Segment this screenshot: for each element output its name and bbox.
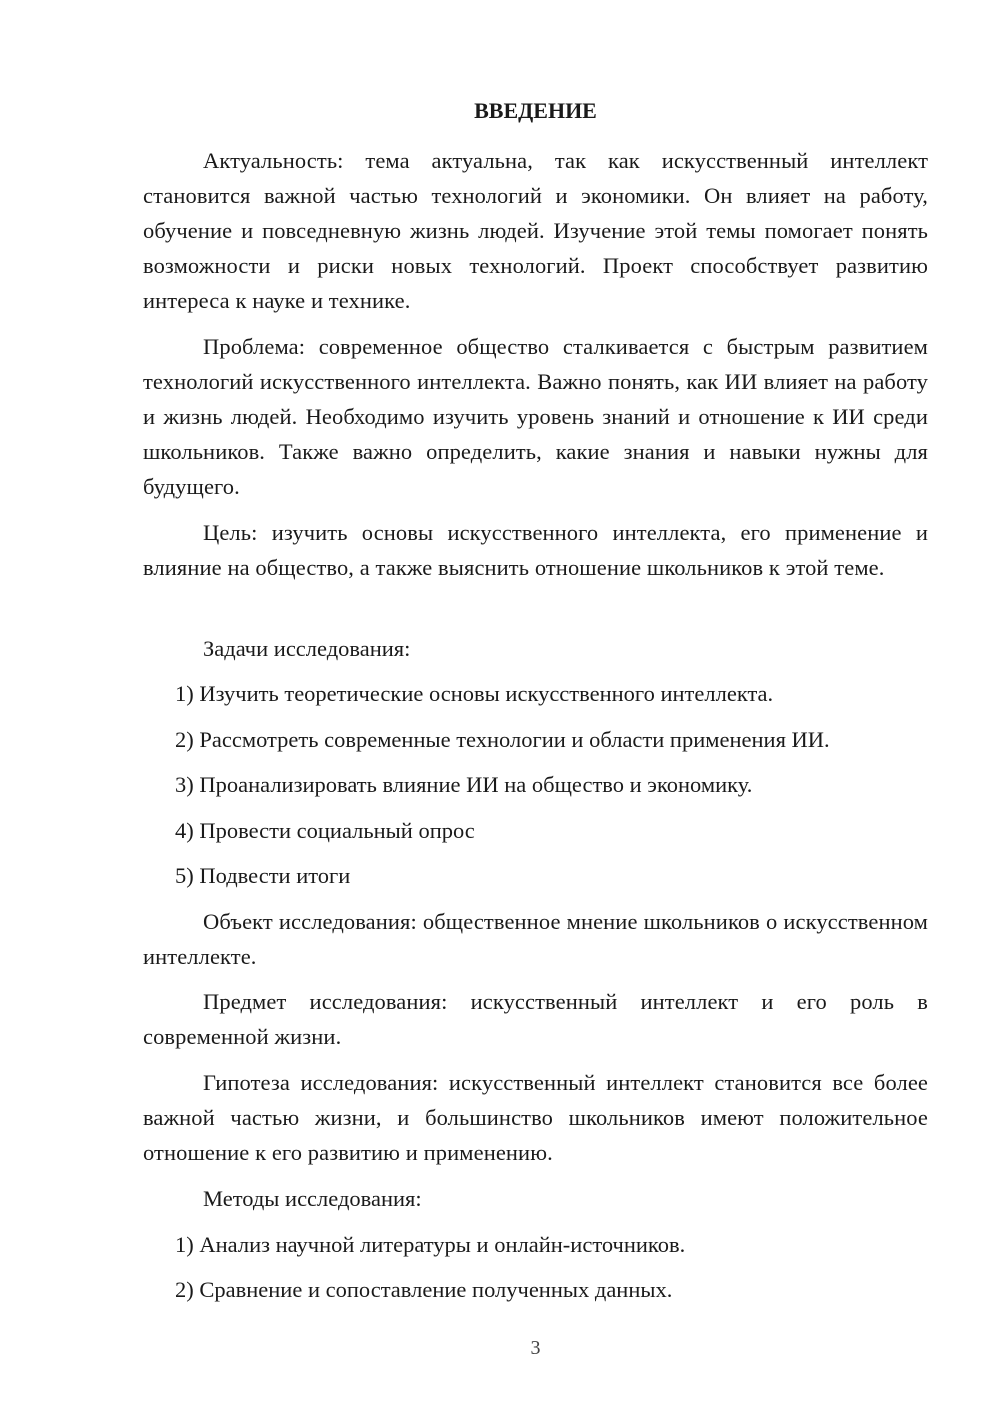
relevance-paragraph: Актуальность: тема актуальна, так как искусственный интеллект становится важной частью технологий и экономики. Он влияет на работу, обучение и повседневную жизнь людей. Изучение этой темы помогает понять возможности и риски новых технологий. Проект способствует развитию интереса к науке и технике. [143, 148, 928, 313]
document-page [143, 0, 928, 1414]
task-item-4: 4) Провести социальный опрос [175, 818, 475, 843]
subject-paragraph: Предмет исследования: искусственный интеллект и его роль в современной жизни. [143, 989, 928, 1049]
methods-heading: Методы исследования: [203, 1186, 422, 1211]
object-paragraph: Объект исследования: общественное мнение школьников о искусственном интеллекте. [143, 909, 928, 969]
problem-paragraph: Проблема: современное общество сталкивается с быстрым развитием технологий искусственного интеллекта. Важно понять, как ИИ влияет на работу и жизнь людей. Необходимо изучить уровень знаний и отношение к ИИ среди школьников. Также важно определить, какие знания и навыки нужны для будущего. [143, 334, 928, 499]
method-item-2: 2) Сравнение и сопоставление полученных данных. [175, 1277, 673, 1302]
hypothesis-paragraph: Гипотеза исследования: искусственный интеллект становится все более важной частью жизни, и большинство школьников имеют положительное отношение к его развитию и применению. [143, 1070, 928, 1165]
task-item-5: 5) Подвести итоги [175, 863, 351, 888]
task-item-3: 3) Проанализировать влияние ИИ на общество и экономику. [175, 772, 753, 797]
page-number: 3 [530, 1337, 541, 1359]
method-item-1: 1) Анализ научной литературы и онлайн-источников. [175, 1232, 686, 1257]
goal-paragraph: Цель: изучить основы искусственного интеллекта, его применение и влияние на общество, а также выяснить отношение школьников к этой теме. [143, 520, 928, 580]
task-item-1: 1) Изучить теоретические основы искусственного интеллекта. [175, 681, 774, 706]
section-title: ВВЕДЕНИЕ [474, 98, 597, 123]
tasks-heading: Задачи исследования: [203, 636, 411, 661]
task-item-2: 2) Рассмотреть современные технологии и области применения ИИ. [175, 727, 830, 752]
